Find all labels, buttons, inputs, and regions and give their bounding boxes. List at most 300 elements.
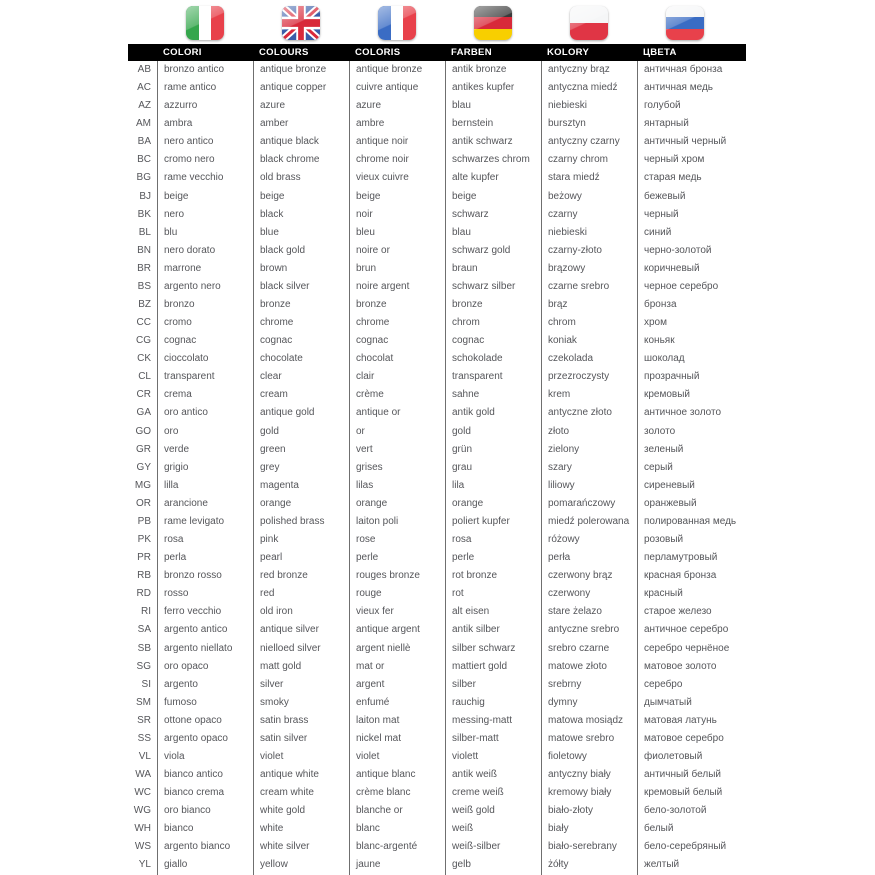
- cell-it: rosso: [157, 585, 253, 603]
- row-code: PR: [137, 552, 151, 564]
- cell-en: antique black: [253, 133, 349, 151]
- cell-it: rame vecchio: [157, 169, 253, 187]
- cell-pl: niebieski: [541, 224, 637, 242]
- table-row: [128, 242, 746, 260]
- cell-it: argento: [157, 676, 253, 694]
- cell-en: antique white: [253, 766, 349, 784]
- row-code: SS: [137, 732, 151, 744]
- cell-fr: rose: [349, 531, 445, 549]
- cell-en: nielloed silver: [253, 640, 349, 658]
- table-row: [128, 820, 746, 838]
- cell-ru: матовое серебро: [637, 730, 746, 748]
- cell-ru: золото: [637, 423, 746, 441]
- cell-it: cromo nero: [157, 151, 253, 169]
- row-code: VL: [138, 750, 151, 762]
- cell-de: schokolade: [445, 350, 541, 368]
- cell-de: antikes kupfer: [445, 79, 541, 97]
- cell-ru: черно-золотой: [637, 242, 746, 260]
- cell-ru: дымчатый: [637, 694, 746, 712]
- cell-pl: stara miedź: [541, 169, 637, 187]
- table-row: [128, 350, 746, 368]
- cell-it: argento nero: [157, 278, 253, 296]
- table-row: [128, 640, 746, 658]
- cell-ru: полированная медь: [637, 513, 746, 531]
- cell-it: fumoso: [157, 694, 253, 712]
- cell-pl: biały: [541, 820, 637, 838]
- cell-pl: czarny-złoto: [541, 242, 637, 260]
- cell-en: gold: [253, 423, 349, 441]
- cell-pl: koniak: [541, 332, 637, 350]
- cell-ru: матовое золото: [637, 658, 746, 676]
- cell-fr: cognac: [349, 332, 445, 350]
- cell-fr: jaune: [349, 856, 445, 874]
- cell-fr: chrome noir: [349, 151, 445, 169]
- table-row: [128, 459, 746, 477]
- cell-ru: розовый: [637, 531, 746, 549]
- cell-pl: czekolada: [541, 350, 637, 368]
- table-row: [128, 314, 746, 332]
- cell-de: transparent: [445, 368, 541, 386]
- row-code: AM: [136, 118, 151, 130]
- row-code: CR: [136, 389, 151, 401]
- cell-en: old brass: [253, 169, 349, 187]
- cell-pl: złoto: [541, 423, 637, 441]
- cell-de: rauchig: [445, 694, 541, 712]
- cell-fr: blanc: [349, 820, 445, 838]
- cell-de: sahne: [445, 386, 541, 404]
- table-row: [128, 169, 746, 187]
- cell-en: clear: [253, 368, 349, 386]
- header-code-spacer: [128, 44, 157, 61]
- cell-de: beige: [445, 188, 541, 206]
- table-row: [128, 531, 746, 549]
- cell-ru: черный хром: [637, 151, 746, 169]
- cell-pl: brązowy: [541, 260, 637, 278]
- row-code: BN: [137, 244, 151, 256]
- cell-pl: perła: [541, 549, 637, 567]
- cell-en: white silver: [253, 838, 349, 856]
- cell-it: ferro vecchio: [157, 603, 253, 621]
- table-row: [128, 856, 746, 874]
- table-row: [128, 278, 746, 296]
- cell-fr: vieux cuivre: [349, 169, 445, 187]
- cell-it: rame levigato: [157, 513, 253, 531]
- row-code: SA: [137, 624, 151, 636]
- cell-fr: crème blanc: [349, 784, 445, 802]
- cell-ru: старое железо: [637, 603, 746, 621]
- france-flag-icon: [378, 6, 416, 40]
- cell-pl: niebieski: [541, 97, 637, 115]
- row-code: BS: [137, 280, 151, 292]
- cell-ru: оранжевый: [637, 495, 746, 513]
- cell-de: schwarz: [445, 206, 541, 224]
- cell-it: bianco antico: [157, 766, 253, 784]
- cell-ru: голубой: [637, 97, 746, 115]
- cell-pl: czarny: [541, 206, 637, 224]
- cell-de: schwarz silber: [445, 278, 541, 296]
- cell-en: old iron: [253, 603, 349, 621]
- table-row: [128, 368, 746, 386]
- table-row: [128, 802, 746, 820]
- row-code: GY: [136, 461, 151, 473]
- cell-it: viola: [157, 748, 253, 766]
- row-code: SM: [136, 696, 151, 708]
- cell-ru: серебро: [637, 676, 746, 694]
- cell-de: antik gold: [445, 404, 541, 422]
- cell-en: antique copper: [253, 79, 349, 97]
- cell-pl: miedź polerowana: [541, 513, 637, 531]
- cell-fr: noire or: [349, 242, 445, 260]
- cell-it: verde: [157, 441, 253, 459]
- cell-en: chrome: [253, 314, 349, 332]
- cell-en: orange: [253, 495, 349, 513]
- row-code: GA: [136, 407, 151, 419]
- table-row: [128, 441, 746, 459]
- cell-fr: ambre: [349, 115, 445, 133]
- cell-it: argento bianco: [157, 838, 253, 856]
- row-code: BK: [137, 208, 151, 220]
- cell-en: black: [253, 206, 349, 224]
- table-row: [128, 603, 746, 621]
- table-row: [128, 495, 746, 513]
- cell-it: rosa: [157, 531, 253, 549]
- row-code: SG: [136, 660, 151, 672]
- cell-fr: violet: [349, 748, 445, 766]
- cell-de: silber-matt: [445, 730, 541, 748]
- italy-flag-icon: [186, 6, 224, 40]
- cell-it: bronzo antico: [157, 61, 253, 79]
- row-code: RD: [136, 588, 151, 600]
- cell-en: white: [253, 820, 349, 838]
- cell-de: weiß-silber: [445, 838, 541, 856]
- cell-fr: clair: [349, 368, 445, 386]
- cell-de: cognac: [445, 332, 541, 350]
- cell-en: antique silver: [253, 621, 349, 639]
- cell-fr: brun: [349, 260, 445, 278]
- cell-en: polished brass: [253, 513, 349, 531]
- table-row: [128, 133, 746, 151]
- cell-it: perla: [157, 549, 253, 567]
- cell-ru: белый: [637, 820, 746, 838]
- table-row: [128, 712, 746, 730]
- row-code: CC: [136, 317, 151, 329]
- row-code: SI: [141, 678, 151, 690]
- cell-fr: laiton mat: [349, 712, 445, 730]
- table-row: [128, 676, 746, 694]
- cell-pl: antyczna miedź: [541, 79, 637, 97]
- table-row: [128, 386, 746, 404]
- cell-en: yellow: [253, 856, 349, 874]
- cell-en: pearl: [253, 549, 349, 567]
- table-row: [128, 748, 746, 766]
- cell-fr: antique bronze: [349, 61, 445, 79]
- cell-fr: cuivre antique: [349, 79, 445, 97]
- cell-it: bronzo: [157, 296, 253, 314]
- cell-pl: antyczne złoto: [541, 404, 637, 422]
- cell-ru: старая медь: [637, 169, 746, 187]
- cell-ru: сиреневый: [637, 477, 746, 495]
- cell-de: rosa: [445, 531, 541, 549]
- cell-ru: коньяк: [637, 332, 746, 350]
- table-row: [128, 151, 746, 169]
- cell-fr: vieux fer: [349, 603, 445, 621]
- cell-fr: argent niellè: [349, 640, 445, 658]
- cell-it: bianco: [157, 820, 253, 838]
- cell-it: blu: [157, 224, 253, 242]
- flags-row: [128, 6, 733, 40]
- cell-it: ambra: [157, 115, 253, 133]
- table-row: [128, 477, 746, 495]
- cell-de: antik bronze: [445, 61, 541, 79]
- row-code: AC: [137, 82, 151, 94]
- cell-en: bronze: [253, 296, 349, 314]
- cell-pl: czerwony brąz: [541, 567, 637, 585]
- cell-ru: красный: [637, 585, 746, 603]
- cell-it: argento antico: [157, 621, 253, 639]
- row-code: BC: [137, 154, 151, 166]
- table-row: [128, 206, 746, 224]
- cell-en: amber: [253, 115, 349, 133]
- table-row: [128, 224, 746, 242]
- cell-ru: античная бронза: [637, 61, 746, 79]
- cell-ru: античное золото: [637, 404, 746, 422]
- cell-it: argento niellato: [157, 640, 253, 658]
- cell-pl: różowy: [541, 531, 637, 549]
- table-header: [128, 44, 746, 61]
- cell-it: lilla: [157, 477, 253, 495]
- table-row: [128, 404, 746, 422]
- cell-pl: matowe srebro: [541, 730, 637, 748]
- row-code: BA: [137, 136, 151, 148]
- cell-en: cognac: [253, 332, 349, 350]
- cell-en: silver: [253, 676, 349, 694]
- cell-fr: perle: [349, 549, 445, 567]
- cell-pl: biało-serebrany: [541, 838, 637, 856]
- cell-fr: rouges bronze: [349, 567, 445, 585]
- cell-de: braun: [445, 260, 541, 278]
- cell-pl: pomarańczowy: [541, 495, 637, 513]
- cell-de: chrom: [445, 314, 541, 332]
- row-code: AB: [137, 64, 151, 75]
- cell-it: oro opaco: [157, 658, 253, 676]
- row-code: BL: [138, 226, 151, 238]
- cell-en: magenta: [253, 477, 349, 495]
- cell-ru: античная медь: [637, 79, 746, 97]
- row-code: WS: [134, 841, 151, 853]
- cell-pl: szary: [541, 459, 637, 477]
- table-row: [128, 549, 746, 567]
- cell-fr: rouge: [349, 585, 445, 603]
- row-code: RB: [137, 570, 151, 582]
- cell-it: marrone: [157, 260, 253, 278]
- cell-fr: beige: [349, 188, 445, 206]
- cell-fr: vert: [349, 441, 445, 459]
- cell-ru: античный белый: [637, 766, 746, 784]
- cell-it: nero antico: [157, 133, 253, 151]
- cell-ru: черное серебро: [637, 278, 746, 296]
- row-code: CK: [137, 353, 151, 365]
- poland-flag-icon: [570, 6, 608, 40]
- cell-pl: zielony: [541, 441, 637, 459]
- cell-fr: lilas: [349, 477, 445, 495]
- cell-ru: серебро чернёное: [637, 640, 746, 658]
- cell-pl: antyczny czarny: [541, 133, 637, 151]
- cell-it: transparent: [157, 368, 253, 386]
- cell-de: perle: [445, 549, 541, 567]
- table-row: [128, 621, 746, 639]
- cell-de: grün: [445, 441, 541, 459]
- cell-it: crema: [157, 386, 253, 404]
- table-row: [128, 838, 746, 856]
- cell-it: nero dorato: [157, 242, 253, 260]
- table-row: [128, 61, 746, 79]
- cell-de: schwarzes chrom: [445, 151, 541, 169]
- cell-de: antik schwarz: [445, 133, 541, 151]
- cell-en: antique gold: [253, 404, 349, 422]
- cell-en: brown: [253, 260, 349, 278]
- cell-pl: bursztyn: [541, 115, 637, 133]
- cell-ru: бронза: [637, 296, 746, 314]
- cell-de: messing-matt: [445, 712, 541, 730]
- table-row: [128, 260, 746, 278]
- cell-fr: antique noir: [349, 133, 445, 151]
- cell-it: oro bianco: [157, 802, 253, 820]
- cell-ru: хром: [637, 314, 746, 332]
- germany-flag-icon: [474, 6, 512, 40]
- cell-ru: красная бронза: [637, 567, 746, 585]
- cell-en: antique bronze: [253, 61, 349, 79]
- cell-it: cioccolato: [157, 350, 253, 368]
- cell-it: argento opaco: [157, 730, 253, 748]
- cell-it: nero: [157, 206, 253, 224]
- cell-pl: beżowy: [541, 188, 637, 206]
- row-code: SR: [137, 714, 151, 726]
- cell-de: weiß gold: [445, 802, 541, 820]
- cell-de: weiß: [445, 820, 541, 838]
- cell-de: silber: [445, 676, 541, 694]
- header-colori: COLORI: [163, 47, 202, 58]
- row-code: BJ: [139, 190, 151, 202]
- cell-pl: kremowy biały: [541, 784, 637, 802]
- cell-en: red bronze: [253, 567, 349, 585]
- row-code: CL: [138, 371, 151, 383]
- cell-pl: srebrny: [541, 676, 637, 694]
- cell-pl: fioletowy: [541, 748, 637, 766]
- row-code: WC: [134, 787, 151, 799]
- header-cveta: ЦВЕТА: [643, 47, 677, 58]
- cell-en: beige: [253, 188, 349, 206]
- row-code: BZ: [138, 299, 151, 311]
- cell-en: satin silver: [253, 730, 349, 748]
- cell-fr: noire argent: [349, 278, 445, 296]
- cell-de: bernstein: [445, 115, 541, 133]
- cell-en: red: [253, 585, 349, 603]
- cell-en: black gold: [253, 242, 349, 260]
- cell-pl: żółty: [541, 856, 637, 874]
- table-row: [128, 567, 746, 585]
- row-code: WA: [135, 769, 151, 781]
- cell-fr: bleu: [349, 224, 445, 242]
- header-colours: COLOURS: [259, 47, 309, 58]
- row-code: GO: [135, 425, 151, 437]
- cell-en: grey: [253, 459, 349, 477]
- cell-en: matt gold: [253, 658, 349, 676]
- cell-pl: srebro czarne: [541, 640, 637, 658]
- cell-ru: бело-золотой: [637, 802, 746, 820]
- cell-de: poliert kupfer: [445, 513, 541, 531]
- cell-pl: chrom: [541, 314, 637, 332]
- cell-it: arancione: [157, 495, 253, 513]
- cell-de: violett: [445, 748, 541, 766]
- cell-en: black silver: [253, 278, 349, 296]
- row-code: PK: [137, 534, 151, 546]
- cell-pl: antyczne srebro: [541, 621, 637, 639]
- row-code: PB: [137, 515, 151, 527]
- cell-de: silber schwarz: [445, 640, 541, 658]
- cell-fr: blanche or: [349, 802, 445, 820]
- table-row: [128, 766, 746, 784]
- cell-ru: шоколад: [637, 350, 746, 368]
- cell-it: oro: [157, 423, 253, 441]
- flags-spacer: [128, 6, 157, 40]
- cell-en: cream white: [253, 784, 349, 802]
- cell-fr: chocolat: [349, 350, 445, 368]
- cell-pl: liliowy: [541, 477, 637, 495]
- cell-de: alt eisen: [445, 603, 541, 621]
- cell-de: alte kupfer: [445, 169, 541, 187]
- cell-en: azure: [253, 97, 349, 115]
- cell-ru: античное серебро: [637, 621, 746, 639]
- cell-pl: matowa mosiądz: [541, 712, 637, 730]
- cell-fr: blanc-argenté: [349, 838, 445, 856]
- row-code: WH: [134, 823, 151, 835]
- cell-pl: przezroczysty: [541, 368, 637, 386]
- cell-it: grigio: [157, 459, 253, 477]
- cell-ru: черный: [637, 206, 746, 224]
- cell-ru: кремовый: [637, 386, 746, 404]
- cell-de: schwarz gold: [445, 242, 541, 260]
- cell-de: rot: [445, 585, 541, 603]
- table-row: [128, 658, 746, 676]
- cell-en: white gold: [253, 802, 349, 820]
- cell-fr: or: [349, 423, 445, 441]
- table-body: [128, 61, 746, 875]
- cell-de: gelb: [445, 856, 541, 874]
- cell-pl: czarny chrom: [541, 151, 637, 169]
- cell-en: blue: [253, 224, 349, 242]
- cell-ru: бело-серебряный: [637, 838, 746, 856]
- cell-it: cognac: [157, 332, 253, 350]
- cell-it: bronzo rosso: [157, 567, 253, 585]
- table-row: [128, 694, 746, 712]
- cell-en: black chrome: [253, 151, 349, 169]
- cell-fr: orange: [349, 495, 445, 513]
- cell-pl: krem: [541, 386, 637, 404]
- row-code: WG: [133, 805, 151, 817]
- cell-ru: матовая латунь: [637, 712, 746, 730]
- cell-de: antik weiß: [445, 766, 541, 784]
- cell-fr: grises: [349, 459, 445, 477]
- cell-ru: синий: [637, 224, 746, 242]
- table-row: [128, 115, 746, 133]
- table-row: [128, 513, 746, 531]
- cell-fr: bronze: [349, 296, 445, 314]
- cell-en: pink: [253, 531, 349, 549]
- cell-ru: коричневый: [637, 260, 746, 278]
- cell-en: satin brass: [253, 712, 349, 730]
- cell-it: cromo: [157, 314, 253, 332]
- cell-de: antik silber: [445, 621, 541, 639]
